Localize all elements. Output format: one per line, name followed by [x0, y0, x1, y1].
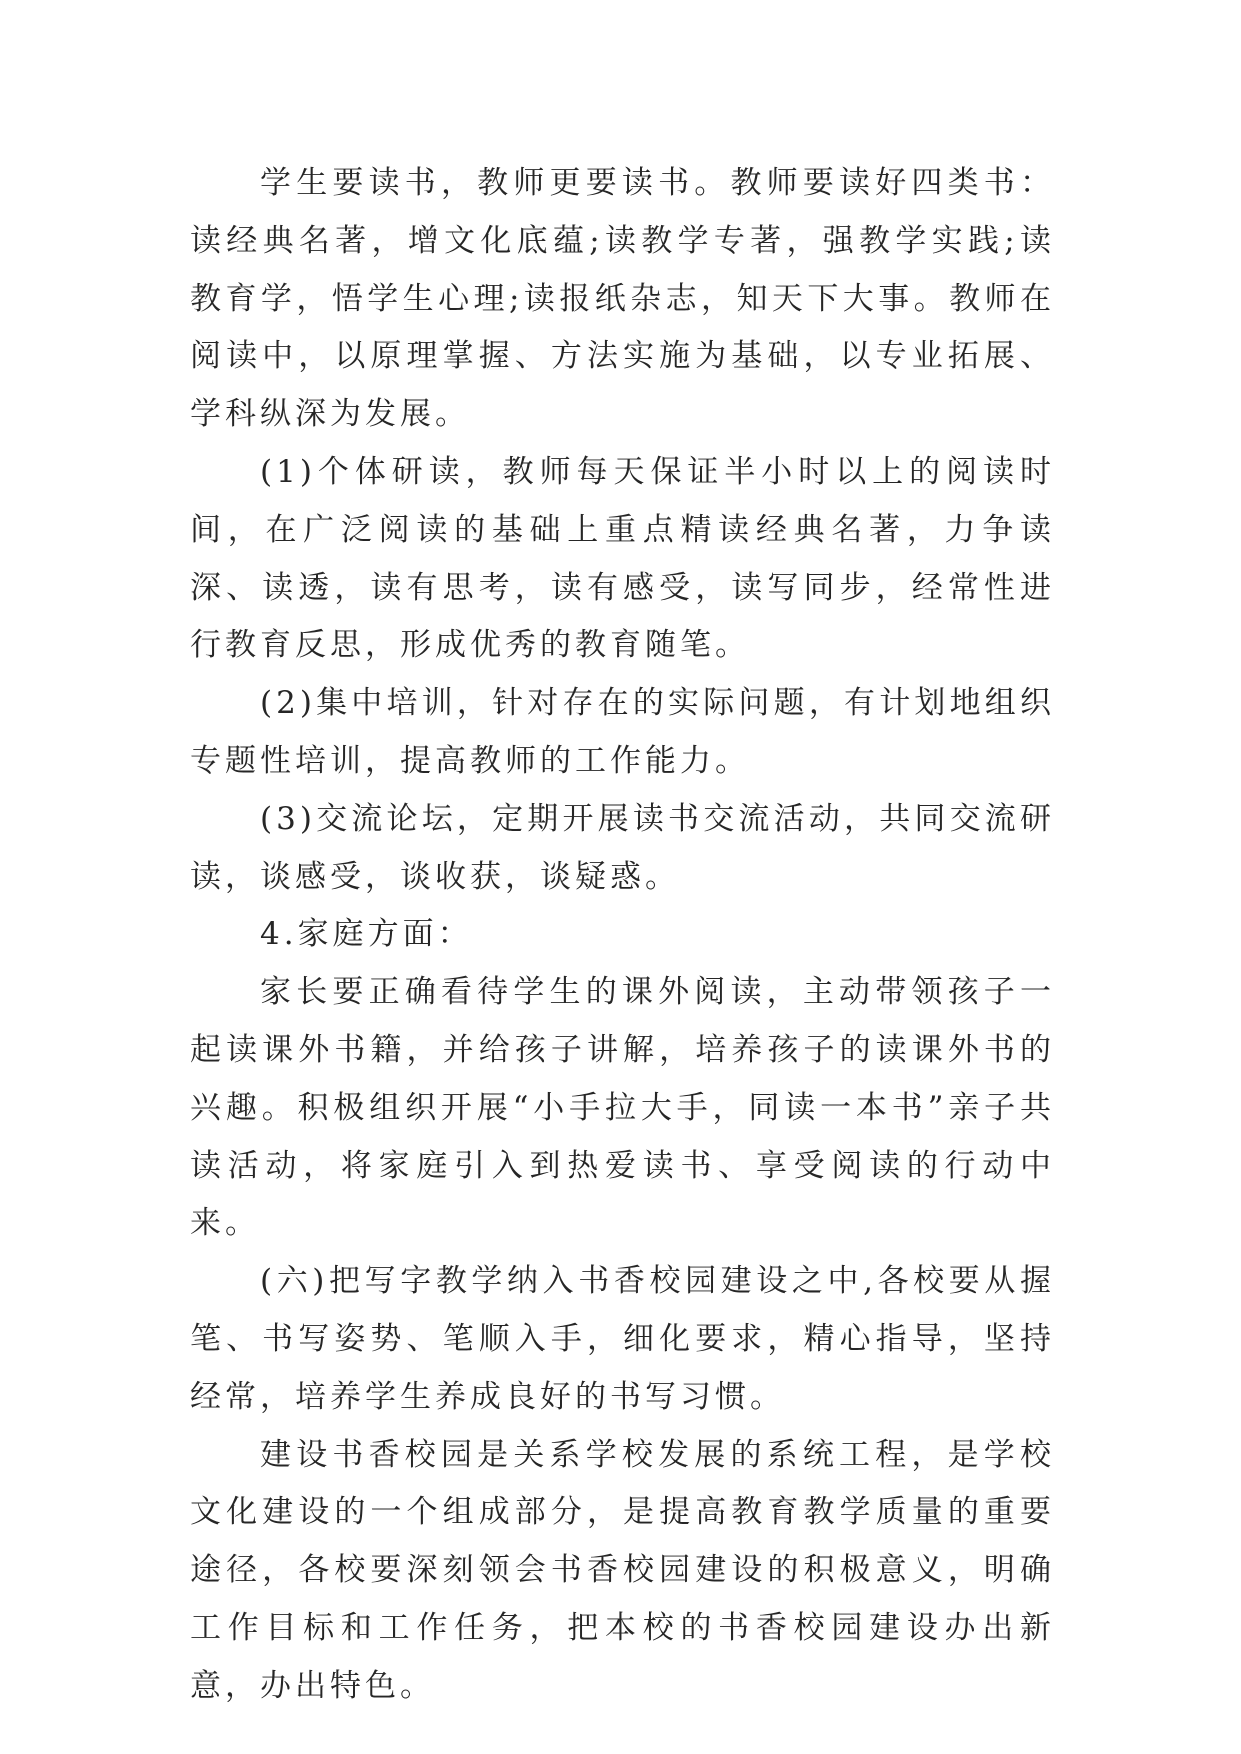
paragraph-individual-study: (1)个体研读，教师每天保证半小时以上的阅读时间，在广泛阅读的基础上重点精读经典名著，力争读深、读透，读有思考，读有感受，读写同步，经常性进行教育反思，形成优秀的教育随笔。	[190, 453, 1055, 664]
paragraph-teacher-reading: 学生要读书，教师更要读书。教师要读好四类书：读经典名著，增文化底蕴;读教学专著，强教学实践;读教育学，悟学生心理;读报纸杂志，知天下大事。教师在阅读中，以原理掌握、方法实施为基础，以专业拓展、学科纵深为发展。	[190, 165, 1055, 433]
paragraph-writing-instruction: (六)把写字教学纳入书香校园建设之中,各校要从握笔、书写姿势、笔顺入手，细化要求，精心指导，坚持经常，培养学生养成良好的书写习惯。	[190, 1263, 1055, 1415]
section-heading-family: 4.家庭方面：	[260, 916, 473, 953]
paragraph-conclusion: 建设书香校园是关系学校发展的系统工程，是学校文化建设的一个组成部分，是提高教育教学质量的重要途径，各校要深刻领会书香校园建设的积极意义，明确工作目标和工作任务，把本校的书香校园建设办出新意，办出特色。	[190, 1436, 1055, 1704]
document-body	[190, 155, 1055, 1716]
paragraph-family-reading: 家长要正确看待学生的课外阅读，主动带领孩子一起读课外书籍，并给孩子讲解，培养孩子的读课外书的兴趣。积极组织开展“小手拉大手，同读一本书”亲子共读活动，将家庭引入到热爱读书、享受阅读的行动中来。	[190, 974, 1055, 1242]
paragraph-exchange-forum: (3)交流论坛，定期开展读书交流活动，共同交流研读，谈感受，谈收获，谈疑惑。	[190, 800, 1055, 895]
paragraph-focused-training: (2)集中培训，针对存在的实际问题，有计划地组织专题性培训，提高教师的工作能力。	[190, 685, 1055, 779]
